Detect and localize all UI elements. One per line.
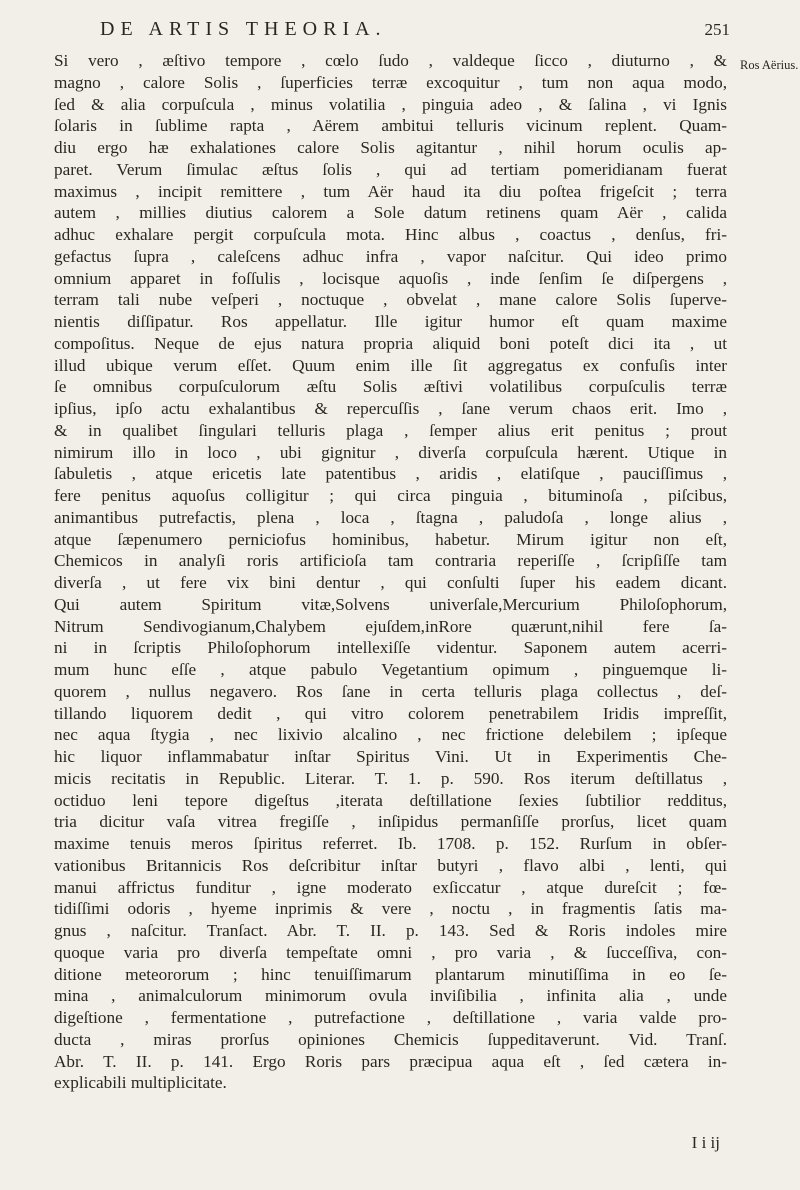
text-line: vationibus Britannicis Ros deſcribitur inſtar butyri , flavo albi , lenti, qui [54, 855, 727, 875]
text-line: tria dicitur vaſa vitrea fregiſſe , inſipidus permanſiſſe prorſus, licet quam [54, 812, 727, 832]
margin-note: Ros Aërius. [740, 58, 799, 72]
text-line: Abr. T. II. p. 141. Ergo Roris pars præcipua aqua eſt , ſed cætera in- [54, 1051, 727, 1071]
text-line: Nitrum Sendivogianum,Chalybem ejuſdem,inRore quærunt,nihil fere ſa- [54, 616, 727, 636]
text-line: magno , calore Solis , ſuperficies terræ excoquitur , tum non aqua modo, [54, 72, 727, 92]
text-line: ſe omnibus corpuſculorum æſtu Solis æſtivi volatilibus corpuſculis terræ [54, 377, 727, 397]
text-line: maximus , incipit remittere , tum Aër haud ita diu poſtea frigeſcit ; terra [54, 181, 727, 201]
text-line: Qui autem Spiritum vitæ,Solvens univerſale,Mercurium Philoſophorum, [54, 594, 727, 614]
text-line: digeſtione , fermentatione , putrefactione , deſtillatione , varia valde pro- [54, 1008, 727, 1027]
page-number: 251 [704, 20, 730, 39]
text-line: diu ergo hæ exhalationes calore Solis agitantur , nihil horum oculis ap- [54, 138, 727, 157]
text-line: omnium apparet in foſſulis , locisque aquoſis , inde ſenſim ſe diſpergens , [54, 268, 727, 288]
text-line: atque ſæpenumero perniciofus hominibus, habetur. Mirum igitur non eſt, [54, 529, 727, 549]
text-line: ni in ſcriptis Philoſophorum intellexiſſe videntur. Saponem autem acerri- [54, 638, 727, 658]
text-line: ſolaris in ſublime rapta , Aërem ambitui telluris vicinum replent. Quam- [54, 116, 727, 136]
text-line: gefactus ſupra , caleſcens adhuc infra , vapor naſcitur. Qui ideo primo [54, 246, 727, 266]
text-line: explicabili multiplicitate. [54, 1073, 227, 1093]
text-line: ſabuletis , atque ericetis late patentibus , aridis , elatiſque , pauciſſimus , [54, 464, 727, 484]
page-header [100, 18, 730, 46]
text-line: autem , millies diutius calorem a Sole datum retinens quam Aër , calida [54, 203, 727, 223]
text-line: manui affrictus funditur , igne moderato exſiccatur , atque dureſcit ; fœ- [54, 877, 727, 897]
text-line: mina , animalculorum minimorum ovula inviſibilia , infinita alia , unde [54, 986, 727, 1006]
text-line: Si vero , æſtivo tempore , cœlo ſudo , valdeque ſicco , diuturno , & [54, 51, 727, 70]
text-line: hic liquor inflammabatur inſtar Spiritus Vini. Ut in Experimentis Che- [54, 747, 727, 766]
text-line: illud ubique verum eſſet. Quum enim ille ſit aggregatus ex confuſis inter [54, 355, 727, 375]
text-line: nimirum illo in loco , ubi gignitur , diverſa corpuſcula hærent. Utique in [54, 442, 727, 462]
text-line: compoſitus. Neque de ejus natura propria aliquid boni poteſt dici ita , ut [54, 333, 727, 353]
text-line: nec aqua ſtygia , nec lixivio alcalino , nec frictione delebilem ; ipſeque [54, 725, 727, 745]
text-line: octiduo leni tepore digeſtus ,iterata deſtillatione ſexies ſubtilior redditus, [54, 790, 727, 810]
text-line: adhuc exhalare pergit corpuſcula mota. Hinc albus , coactus , denſus, fri- [54, 225, 727, 244]
text-line: mum hunc eſſe , atque pabulo Vegetantium opimum , pinguemque li- [54, 660, 727, 679]
text-line: maxime tenuis meros ſpiritus referret. Ib. 1708. p. 152. Rurſum in obſer- [54, 834, 727, 853]
text-line: diverſa , ut fere vix bini dentur , qui conſulti ſuper his eadem dicant. [54, 573, 727, 592]
text-line: terram tali nube veſperi , noctuque , obvelat , mane calore Solis ſuperve- [54, 290, 727, 310]
running-title: DE ARTIS THEORIA. [100, 18, 387, 40]
text-line: tillando liquorem dedit , qui vitro colorem penetrabilem Iridis impreſſit, [54, 703, 727, 723]
text-line: ditione meteororum ; hinc tenuiſſimarum plantarum minutiſſima in eo ſe- [54, 964, 727, 984]
text-line: paret. Verum ſimulac æſtus ſolis , qui ad tertiam pomeridianam fuerat [54, 159, 727, 179]
text-line: gnus , naſcitur. Tranſact. Abr. T. II. p. 143. Sed & Roris indoles mire [54, 921, 727, 940]
text-line: quoque varia pro diverſa tempeſtate omni , pro varia , & ſucceſſiva, con- [54, 942, 727, 962]
text-line: & in qualibet ſingulari telluris plaga , ſemper alius erit penitus ; prout [54, 420, 727, 440]
text-line: ſed & alia corpuſcula , minus volatilia , pinguia adeo , & ſalina , vi Ignis [54, 94, 727, 114]
signature-mark: I i ij [691, 1133, 720, 1152]
text-line: tidiſſimi odoris , hyeme inprimis & vere , noctu , in fragmentis ſatis ma- [54, 899, 727, 919]
text-line: fere penitus aquoſus colligitur ; qui circa pinguia , bituminoſa , piſcibus, [54, 486, 727, 505]
text-line: nientis diſſipatur. Ros appellatur. Ille igitur humor eſt quam maxime [54, 312, 727, 331]
text-line: micis recitatis in Republic. Literar. T. 1. p. 590. Ros iterum deſtillatus , [54, 768, 727, 788]
text-line: ipſius, ipſo actu exhalantibus & repercuſſis , ſane verum chaos erit. Imo , [54, 399, 727, 418]
body-text [54, 50, 727, 1094]
text-line: ducta , miras prorſus opiniones Chemicis ſuppeditaverunt. Vid. Tranſ. [54, 1029, 727, 1049]
text-line: quorem , nullus negavero. Ros ſane in certa telluris plaga collectus , deſ- [54, 681, 727, 701]
text-line: animantibus putrefactis, plena , loca , ſtagna , paludoſa , longe alius , [54, 507, 727, 527]
text-line: Chemicos in analyſi roris artificioſa tam contraria reperiſſe , ſcripſiſſe tam [54, 551, 727, 571]
